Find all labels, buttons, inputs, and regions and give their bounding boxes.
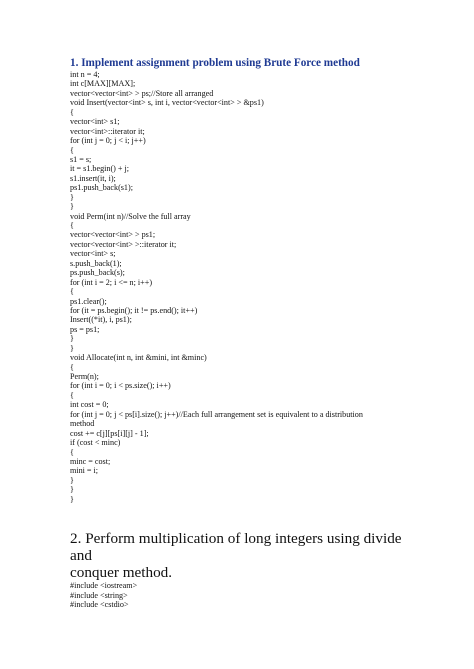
code-line: s.push_back(1);: [70, 258, 122, 268]
code-line: #include <cstdio>: [70, 600, 129, 609]
code-line: }: [70, 485, 74, 495]
code-line: ps1.push_back(s1);: [70, 183, 133, 193]
code-line: ps.push_back(s);: [70, 268, 125, 278]
code-line: {: [70, 221, 74, 230]
code-line: s1 = s;: [70, 154, 92, 164]
code-line: vector<int> s1;: [70, 117, 120, 127]
code-line: s1.insert(it, i);: [70, 173, 116, 183]
code-line: cost += c[j][ps[i][j] - 1];: [70, 428, 149, 438]
section-2-heading: [70, 530, 430, 581]
code-line: }: [70, 475, 74, 485]
code-line: {: [70, 362, 74, 372]
section-1-code-block: [70, 70, 420, 514]
heading-line: conquer method.: [70, 564, 173, 581]
heading-line: and: [70, 547, 92, 564]
code-line: }: [70, 202, 74, 212]
code-line: Insert((*it), i, ps1);: [70, 315, 132, 325]
code-line: vector<vector<int> >::iterator it;: [70, 239, 177, 249]
code-line: int c[MAX][MAX];: [70, 79, 136, 89]
code-line: for (int i = 0; i < ps.size(); i++): [70, 381, 171, 391]
code-line: {: [70, 447, 74, 457]
code-line: {: [70, 107, 74, 117]
code-line: int cost = 0;: [70, 400, 109, 410]
code-line: Perm(n);: [70, 372, 99, 381]
section-1-heading: 1. Implement assignment problem using Brute Force method: [70, 57, 360, 69]
code-line: for (int j = 0; j < i; j++): [70, 136, 146, 146]
code-line: #include <string>: [70, 590, 128, 600]
code-line: for (it = ps.begin(); it != ps.end(); it++): [70, 305, 198, 315]
code-line: for (int i = 2; i <= n; i++): [70, 277, 153, 287]
code-line: {: [70, 287, 74, 297]
code-line: if (cost < minc): [70, 438, 121, 448]
code-line: int n = 4;: [70, 70, 100, 79]
code-line: }: [70, 334, 74, 344]
code-line: vector<vector<int> > ps1;: [70, 230, 156, 240]
code-line: minc = cost;: [70, 456, 111, 466]
heading-line: 2. Perform multiplication of long integers using divide: [70, 530, 402, 547]
section-2-code-block: [70, 581, 137, 610]
code-line: #include <iostream>: [70, 581, 138, 590]
code-line: for (int j = 0; j < ps[i].size(); j++)//Each full arrangement set is equivalent to a distribution: [70, 409, 363, 419]
code-line: }: [70, 192, 74, 202]
code-line: }: [70, 494, 74, 504]
code-line: [70, 504, 420, 513]
code-line: void Insert(vector<int> s, int i, vector<vector<int> > &ps1): [70, 98, 264, 108]
code-line: void Perm(int n)//Solve the full array: [70, 211, 191, 221]
code-line: void Allocate(int n, int &mini, int &minc): [70, 353, 207, 363]
code-line: ps1.clear();: [70, 296, 107, 306]
code-line: it = s1.begin() + j;: [70, 164, 130, 174]
code-line: ps = ps1;: [70, 324, 100, 334]
code-line: vector<vector<int> > ps;//Store all arranged: [70, 88, 214, 98]
code-line: {: [70, 145, 74, 155]
code-line: {: [70, 390, 74, 400]
code-line: method: [70, 419, 95, 429]
code-line: mini = i;: [70, 466, 99, 476]
code-line: }: [70, 343, 74, 353]
code-line: vector<int> s;: [70, 249, 116, 259]
code-line: vector<int>::iterator it;: [70, 126, 145, 136]
